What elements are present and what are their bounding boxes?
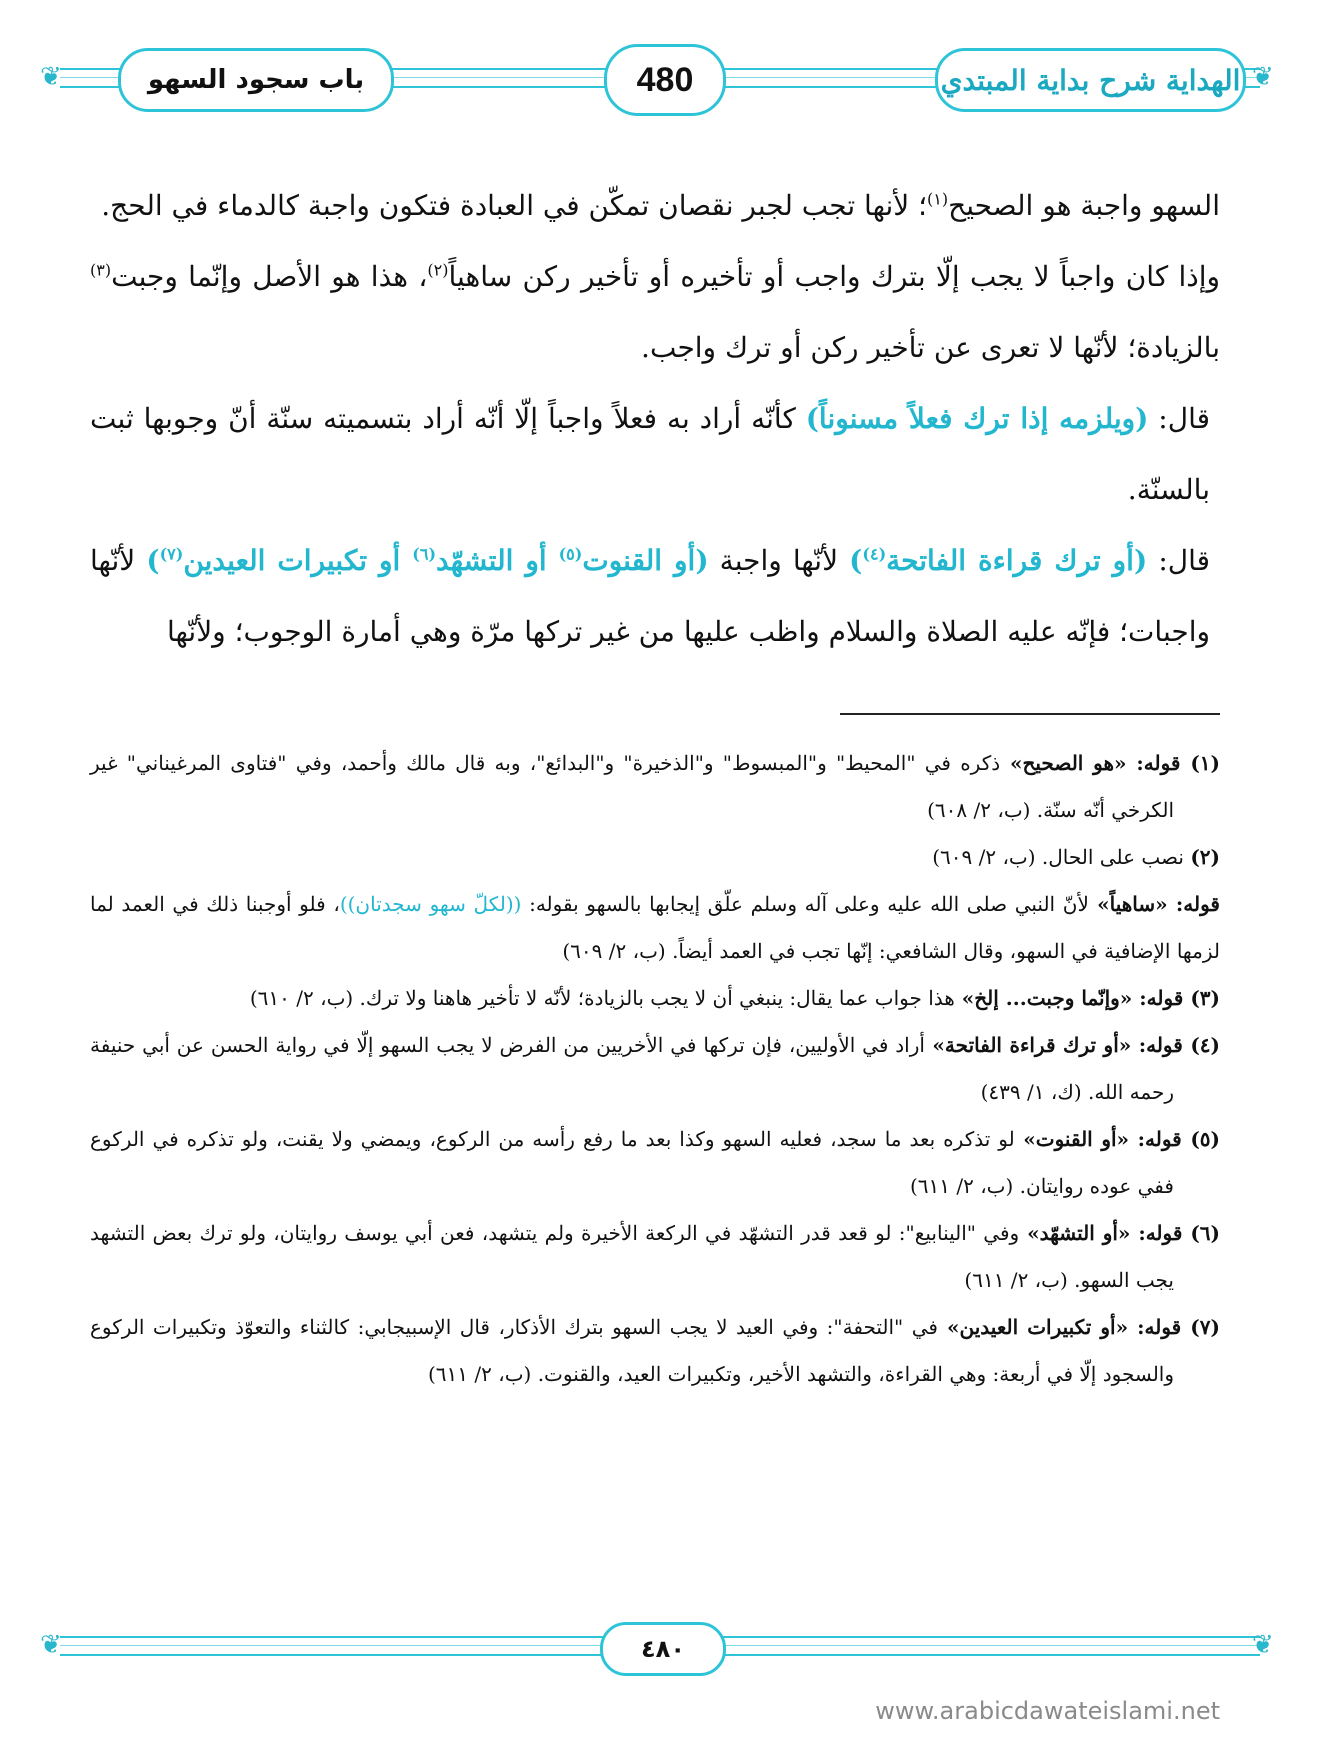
ornament-flourish-icon: ❦ bbox=[40, 1630, 62, 1660]
ornament-flourish-icon: ❦ bbox=[40, 62, 62, 92]
paragraph-1: السهو واجبة هو الصحيح$^{(١)}$؛ لأنها تجب لجبر نقصان تمكّن في العبادة فتكون واجبة كالدماء في الحج. bbox=[101, 189, 1220, 222]
page-number-top: 480 bbox=[604, 44, 726, 116]
footnote-ref: (٢) bbox=[427, 260, 449, 280]
ornament-flourish-icon: ❦ bbox=[1252, 62, 1274, 92]
footnote-5: (٥) قوله: «أو القنوت» لو تذكره بعد ما سجد، فعليه السهو وكذا بعد ما رفع رأسه من الركوع، ويمضي ولا يقنت، ولو تذكره في الركوع ففي عوده روايتان. (ب، ٢/ ٦١١) bbox=[90, 1127, 1220, 1198]
book-title: الهداية شرح بداية المبتدي bbox=[940, 63, 1241, 97]
page-number-bottom: ٤٨٠ bbox=[600, 1622, 726, 1676]
footnote-separator bbox=[840, 713, 1220, 715]
paragraph-3: قال: (ويلزمه إذا ترك فعلاً مسنوناً) كأنّه أراد به فعلاً واجباً إلّا أنّه أراد بتسميته سنّة أنّ وجوبها ثبت بالسنّة. bbox=[90, 402, 1211, 506]
matn-text: (ويلزمه إذا ترك فعلاً مسنوناً) bbox=[805, 402, 1149, 435]
paragraph-2: وإذا كان واجباً لا يجب إلّا بترك واجب أو تأخيره أو تأخير ركن ساهياً$^{(٢)}$، هذا هو الأصل وإنّما وجبت$^{(٣)}$ بالزيادة؛ لأنّها لا تعرى عن تأخير ركن أو ترك واجب. bbox=[90, 260, 1220, 364]
footnote-2: (٢) نصب على الحال. (ب، ٢/ ٦٠٩) bbox=[932, 845, 1220, 869]
matn-text: (أو القنوت$^{(٥)}$ أو التشهّد$^{(٦)}$ أو تكبيرات العيدين$^{(٧)}$) bbox=[146, 544, 709, 577]
footnote-ref: (٣) bbox=[90, 260, 112, 280]
footnote-6: (٦) قوله: «أو التشهّد» وفي "الينابيع": لو قعد قدر التشهّد في الركعة الأخيرة ولم يتشهد، فعن أبي يوسف روايتان، ولو ترك بعض التشهد يجب السهو. (ب، ٢/ ٦١١) bbox=[90, 1221, 1221, 1292]
footnote-ref: (١) bbox=[927, 189, 949, 209]
footnote-1: (١) قوله: «هو الصحيح» ذكره في "المحيط" و"المبسوط" و"الذخيرة" و"البدائع"، وبه قال مالك وأحمد، وفي "فتاوى المرغيناني" غير الكرخي أنّه سنّة. (ب، ٢/ ٦٠٨) bbox=[90, 751, 1221, 822]
website-url: www.arabicdawateislami.net bbox=[875, 1697, 1220, 1725]
footnotes bbox=[90, 740, 1220, 1398]
paragraph-4: قال: (أو ترك قراءة الفاتحة$^{(٤)}$) لأنّها واجبة (أو القنوت$^{(٥)}$ أو التشهّد$^{(٦)}$ أو تكبيرات العيدين$^{(٧)}$) لأنّها واجبات؛ فإنّه عليه الصلاة والسلام واظب عليها من غير تركها مرّة وهي أمارة الوجوب؛ ولأنّها bbox=[90, 544, 1211, 648]
book-title-box bbox=[935, 48, 1246, 112]
chapter-title-box bbox=[118, 48, 394, 112]
footnote-4: (٤) قوله: «أو ترك قراءة الفاتحة» أراد في الأوليين، فإن تركها في الأخريين من الفرض لا يجب السهو إلّا في رواية الحسن عن أبي حنيفة رحمه الله. (ك، ١/ ٤٣٩) bbox=[90, 1033, 1220, 1104]
hadith-text: ((لكلّ سهو سجدتان)) bbox=[339, 892, 522, 916]
main-text bbox=[90, 170, 1220, 667]
matn-text: (أو ترك قراءة الفاتحة$^{(٤)}$) bbox=[849, 544, 1148, 577]
chapter-title: باب سجود السهو bbox=[147, 65, 365, 95]
footnote-2b: قوله: «ساهياً» لأنّ النبي صلى الله عليه وعلى آله وسلم علّق إيجابها بالسهو بقوله: ((لكلّ سهو سجدتان))، فلو أوجبنا ذلك في العمد لما لزمها الإضافية في السهو، وقال الشافعي: إنّها تجب في العمد أيضاً. (ب، ٢/ ٦٠٩) bbox=[90, 892, 1220, 963]
ornament-flourish-icon: ❦ bbox=[1252, 1630, 1274, 1660]
footnote-7: (٧) قوله: «أو تكبيرات العيدين» في "التحفة": وفي العيد لا يجب السهو بترك الأذكار، قال الإسبيجابي: كالثناء والتعوّذ وتكبيرات الركوع والسجود إلّا في أربعة: وهي القراءة، والتشهد الأخير، وتكبيرات العيد، والقنوت. (ب، ٢/ ٦١١) bbox=[90, 1315, 1220, 1386]
footnote-3: (٣) قوله: «وإنّما وجبت... إلخ» هذا جواب عما يقال: ينبغي أن لا يجب بالزيادة؛ لأنّه لا تأخير هاهنا ولا ترك. (ب، ٢/ ٦١٠) bbox=[249, 986, 1220, 1010]
